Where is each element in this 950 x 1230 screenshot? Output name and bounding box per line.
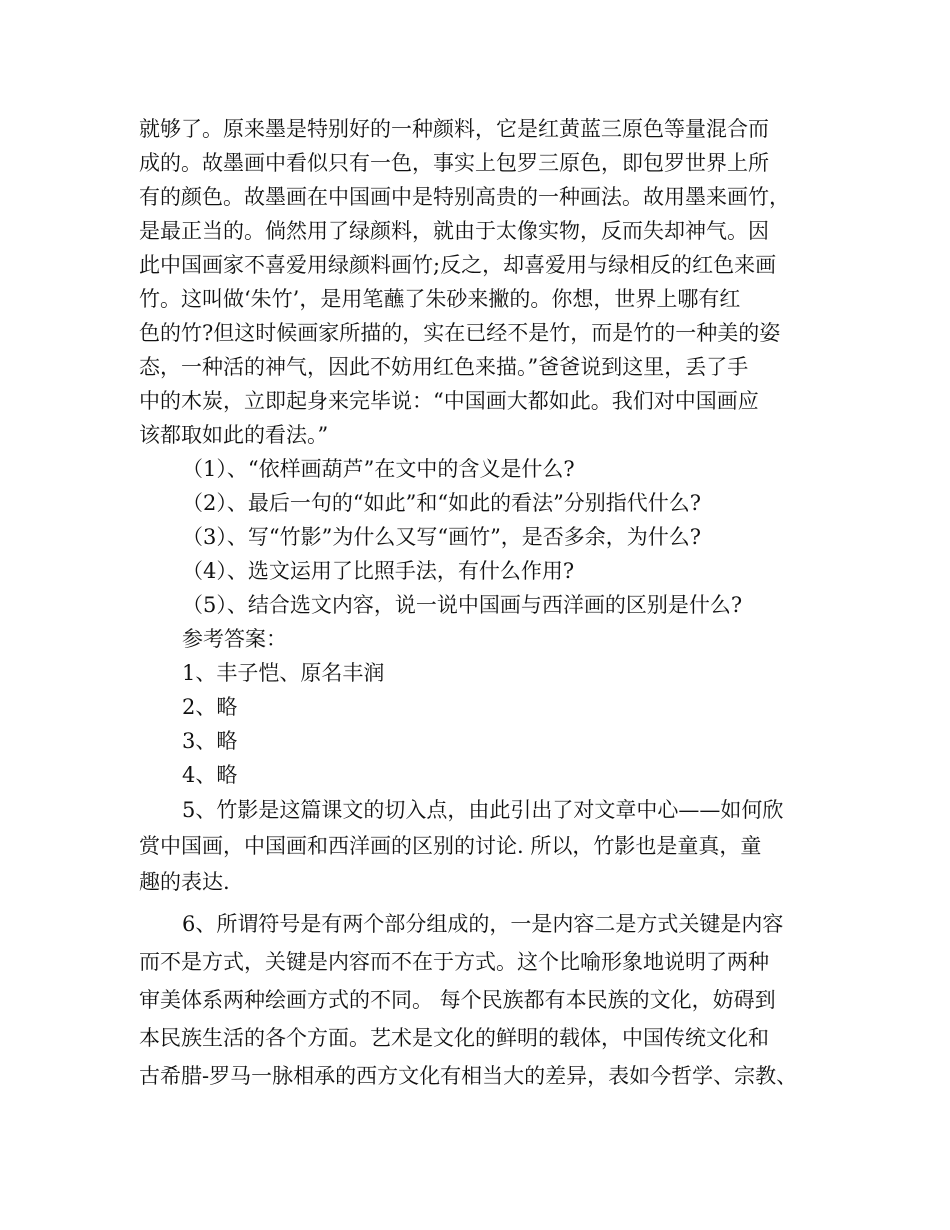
question-item: （1）、“依样画葫芦”在文中的含义是什么?	[182, 457, 575, 481]
answers-heading: 参考答案：	[182, 627, 287, 651]
paragraph-line: 态，一种活的神气，因此不妨用红色来描。”爸爸说到这里，丢了手	[139, 355, 749, 379]
answer-5-line: 赏中国画，中国画和西洋画的区别的讨论. 所以，竹影也是童真，童	[139, 834, 762, 858]
paragraph-line: 是最正当的。倘然用了绿颜料，就由于太像实物，反而失却神气。因	[139, 219, 769, 243]
paragraph-line: 有的颜色。故墨画在中国画中是特别高贵的一种画法。故用墨来画竹，	[139, 185, 790, 209]
paragraph-line: 竹。这叫做‘朱竹’，是用笔蘸了朱砂来撇的。你想，世界上哪有红	[139, 287, 741, 311]
answer-6-line: 6、所谓符号是有两个部分组成的，一是内容二是方式关键是内容	[182, 912, 784, 936]
answer-item: 4、略	[182, 763, 238, 787]
answer-6-line: 本民族生活的各个方面。艺术是文化的鲜明的载体，中国传统文化和	[139, 1026, 769, 1050]
question-item: （4）、选文运用了比照手法，有什么作用?	[182, 559, 575, 583]
question-item: （5）、结合选文内容，说一说中国画与西洋画的区别是什么?	[182, 593, 743, 617]
question-item: （2）、最后一句的“如此”和“如此的看法”分别指代什么?	[182, 491, 702, 515]
paragraph-line: 色的竹?但这时候画家所描的，实在已经不是竹，而是竹的一种美的姿	[139, 321, 781, 345]
paragraph-line: 此中国画家不喜爱用绿颜料画竹;反之，却喜爱用与绿相反的红色来画	[139, 253, 777, 277]
answer-6-line: 而不是方式，关键是内容而不在于方式。这个比喻形象地说明了两种	[139, 950, 769, 974]
answer-item: 3、略	[182, 729, 238, 753]
answer-5-line: 5、竹影是这篇课文的切入点，由此引出了对文章中心——如何欣	[182, 798, 784, 822]
answer-6-line: 古希腊-罗马一脉相承的西方文化有相当大的差异，表如今哲学、宗教、	[139, 1064, 798, 1088]
answer-item: 2、略	[182, 695, 238, 719]
paragraph-line: 中的木炭，立即起身来完毕说：“中国画大都如此。我们对中国画应	[139, 389, 759, 413]
answer-5-line: 趣的表达.	[139, 870, 230, 894]
paragraph-line: 就够了。原来墨是特别好的一种颜料，它是红黄蓝三原色等量混合而	[139, 117, 769, 141]
paragraph-line: 该都取如此的看法。”	[139, 423, 329, 447]
answer-item: 1、丰子恺、原名丰润	[182, 661, 385, 685]
answer-6-line: 审美体系两种绘画方式的不同。 每个民族都有本民族的文化，妨碍到	[139, 988, 776, 1012]
paragraph-line: 成的。故墨画中看似只有一色，事实上包罗三原色，即包罗世界上所	[139, 151, 769, 175]
question-item: （3）、写“竹影”为什么又写“画竹”，是否多余，为什么?	[182, 525, 702, 549]
